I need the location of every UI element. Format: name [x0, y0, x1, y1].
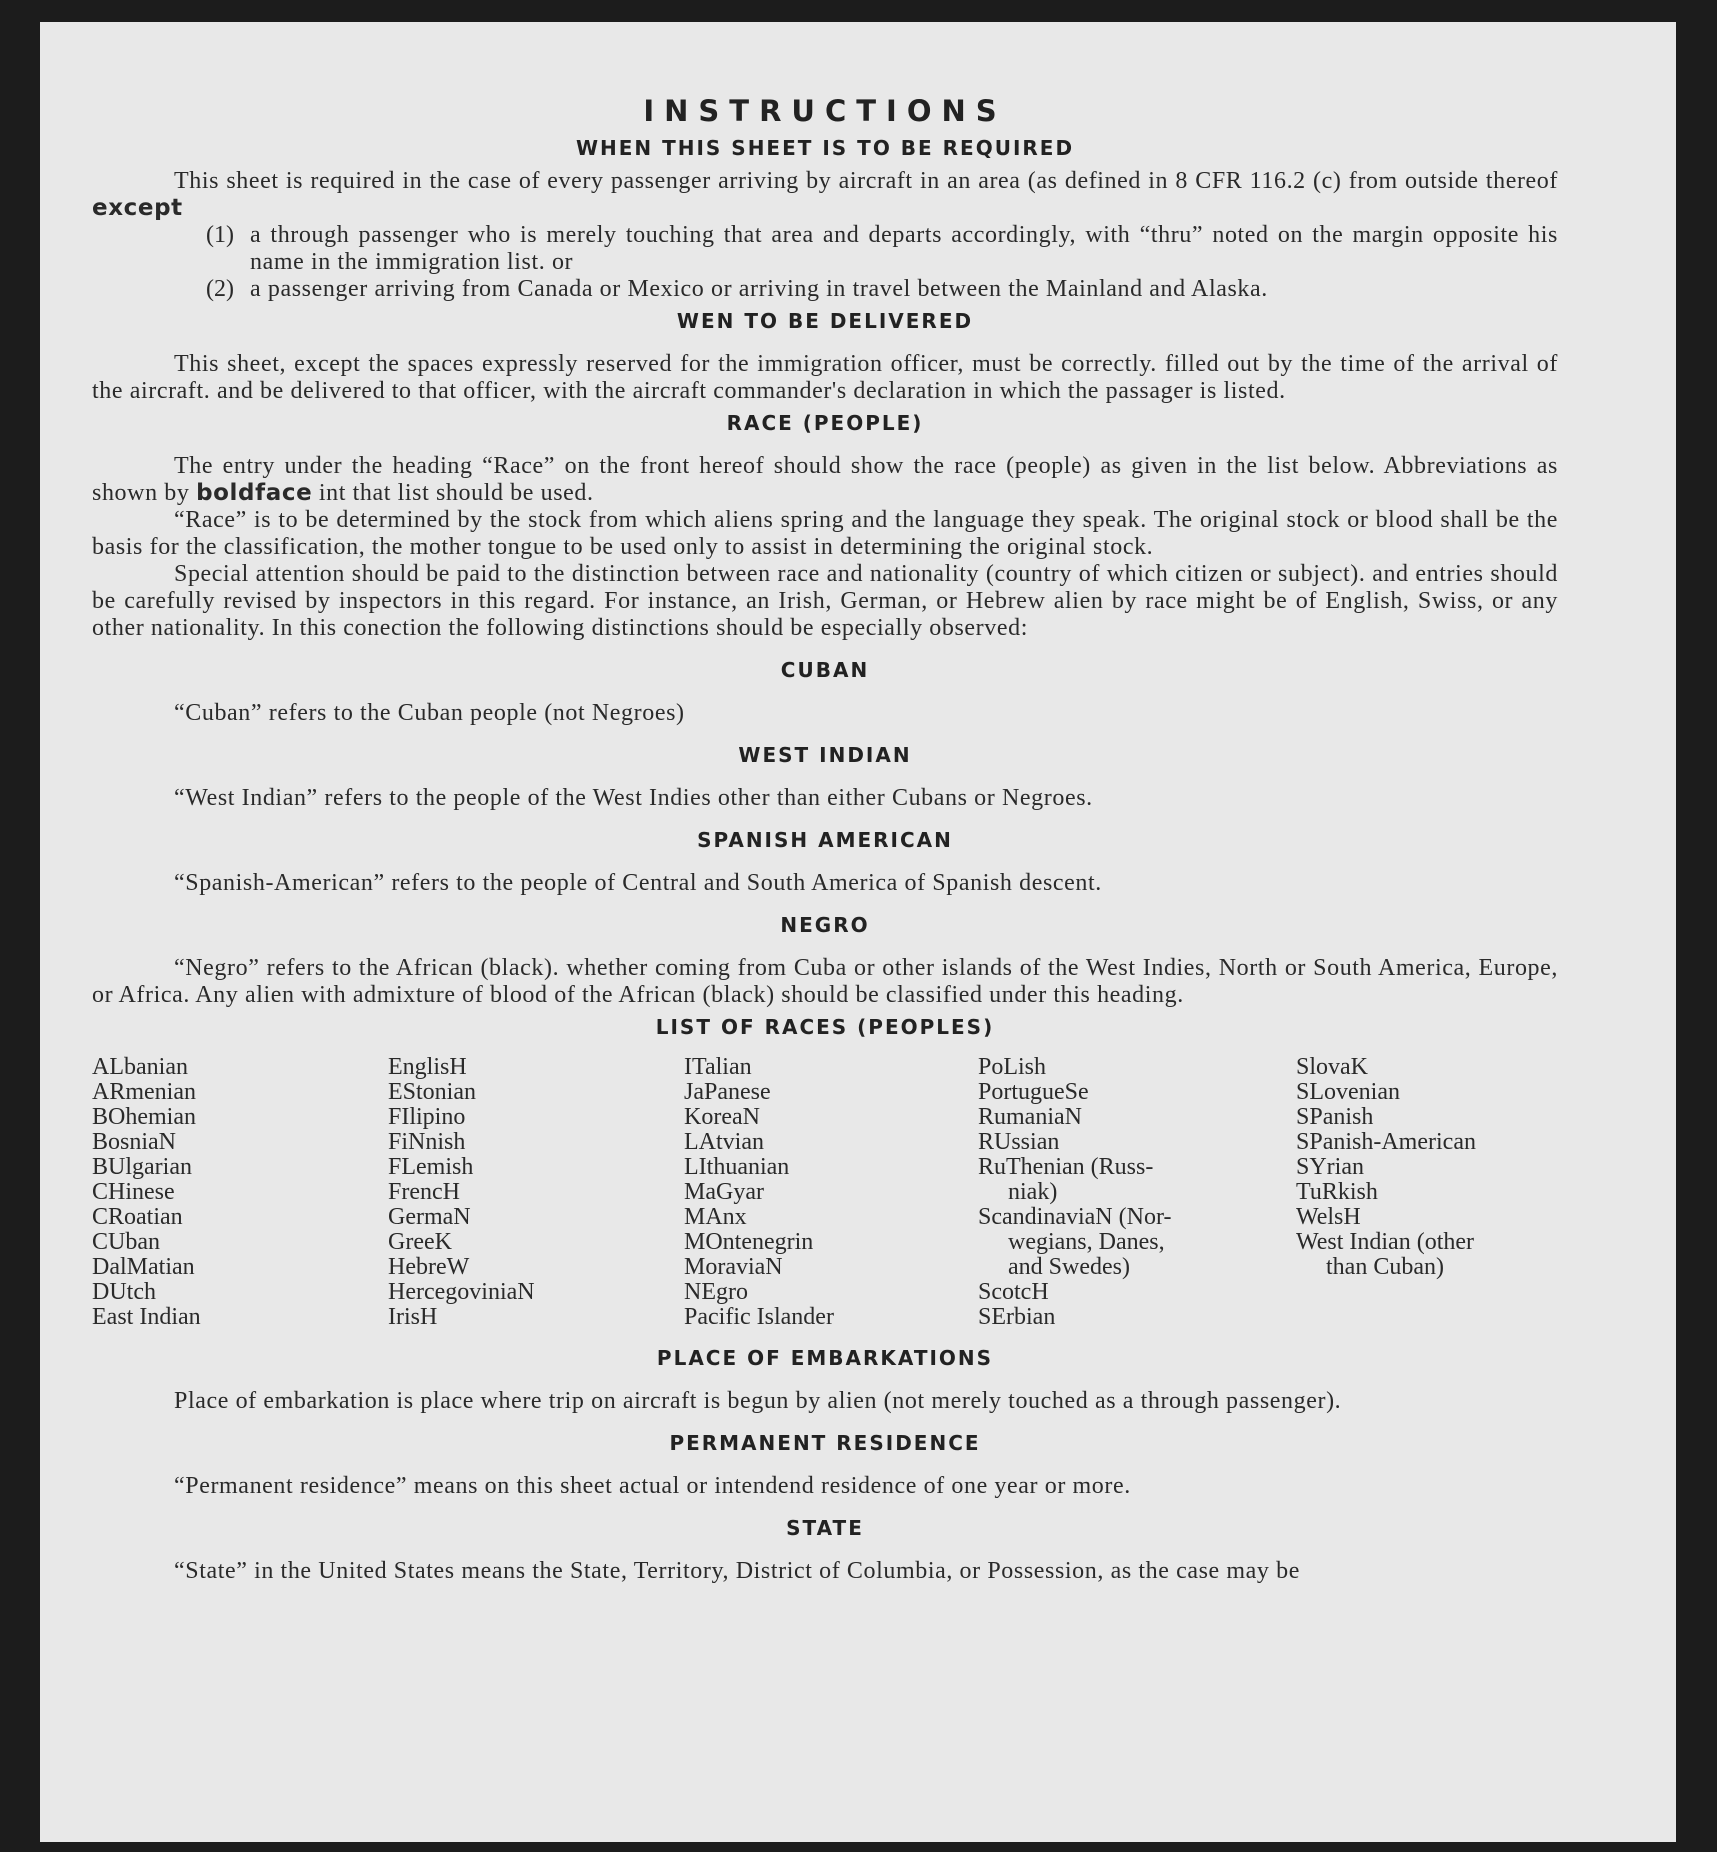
heading-list-of-races: LIST OF RACES (PEOPLES)	[655, 1015, 995, 1039]
race-entry: PoLish	[978, 1054, 1047, 1080]
race-entry: ITalian	[684, 1054, 752, 1080]
heading-west-indian: WEST INDIAN	[738, 743, 912, 767]
race-entry: FrencH	[388, 1179, 460, 1205]
race-entry: SlovaK	[1296, 1054, 1368, 1080]
heading-when-required: WHEN THIS SHEET IS TO BE REQUIRED	[575, 136, 1075, 160]
race-entry: SLovenian	[1296, 1079, 1400, 1105]
race-column-3	[684, 1055, 978, 1330]
page-title: INSTRUCTIONS	[643, 94, 1007, 128]
instruction-sheet	[40, 22, 1676, 1842]
race-entry: FIlipino	[388, 1104, 466, 1130]
race-entry: East Indian	[92, 1304, 201, 1330]
race-entry: HebreW	[388, 1254, 470, 1280]
race-entry: HercegoviniaN	[388, 1279, 535, 1305]
race-entry: SYrian	[1296, 1154, 1364, 1180]
race-entry: DUtch	[92, 1279, 156, 1305]
heading-permanent-residence: PERMANENT RESIDENCE	[669, 1431, 981, 1455]
when-required-intro: This sheet is required in the case of every passenger arriving by aircraft in an area (as defined in 8 CFR 116.2 (c) from outside thereof except	[92, 168, 1558, 221]
race-entry: wegians, Danes,	[1008, 1229, 1165, 1255]
race-entry: MOntenegrin	[684, 1229, 814, 1255]
heading-negro: NEGRO	[780, 913, 870, 937]
race-entry: GermaN	[388, 1204, 471, 1230]
race-entry: Pacific Islander	[684, 1304, 834, 1330]
race-entry: ScandinaviaN (Nor-	[978, 1204, 1172, 1230]
exception-item-2: (2) a passenger arriving from Canada or Mexico or arriving in travel between the Mainland and Alaska.	[206, 276, 1268, 302]
race-entry: and Swedes)	[1008, 1254, 1130, 1280]
race-paragraph-1: The entry under the heading “Race” on the front hereof should show the race (people) as given in the list below. Abbreviations as shown by boldface int that list should be used.	[92, 453, 1558, 506]
race-entry: SPanish-American	[1296, 1129, 1476, 1155]
race-entry: TuRkish	[1296, 1179, 1378, 1205]
heading-cuban: CUBAN	[780, 658, 870, 682]
race-entry: EnglisH	[388, 1054, 467, 1080]
race-entry: MaGyar	[684, 1179, 764, 1205]
race-entry: CUban	[92, 1229, 160, 1255]
race-entry: BOhemian	[92, 1104, 196, 1130]
race-entry: SPanish	[1296, 1104, 1374, 1130]
race-paragraph-2: “Race” is to be determined by the stock from which aliens spring and the language they speak. The original stock or blood shall be the basis for the classification, the mother tongue to be used only to assist in determining the original stock.	[92, 507, 1558, 560]
race-entry: CHinese	[92, 1179, 175, 1205]
race-entry: RuThenian (Russ-	[978, 1154, 1154, 1180]
when-delivered-text: This sheet, except the spaces expressly reserved for the immigration officer, must be correctly. filled out by the time of the arrival of the aircraft. and be delivered to that officer, with the aircraft commander's declaration in which the passager is listed.	[92, 351, 1558, 404]
race-entry: JaPanese	[684, 1079, 771, 1105]
race-entry: SErbian	[978, 1304, 1056, 1330]
race-entry: LIthuanian	[684, 1154, 790, 1180]
race-entry: niak)	[1008, 1179, 1058, 1205]
race-entry: PortugueSe	[978, 1079, 1089, 1105]
race-entry: West Indian (other	[1296, 1229, 1475, 1255]
except-bold: except	[92, 195, 183, 221]
boldface-word: boldface	[196, 480, 313, 506]
race-paragraph-3: Special attention should be paid to the distinction between race and nationality (country of which citizen or subject). and entries should be carefully revised by inspectors in this regard. For instance, an Irish, German, or Hebrew alien by race might be of English, Swiss, or any other nationality. In this conection the following distinctions should be especially observed:	[92, 561, 1558, 641]
race-entry: EStonian	[388, 1079, 476, 1105]
race-entry: LAtvian	[684, 1129, 764, 1155]
race-entry: BUlgarian	[92, 1154, 192, 1180]
race-entry: MAnx	[684, 1204, 747, 1230]
race-entry: GreeK	[388, 1229, 452, 1255]
race-entry: RumaniaN	[978, 1104, 1082, 1130]
negro-text: “Negro” refers to the African (black). whether coming from Cuba or other islands of the West Indies, North or South America, Europe, or Africa. Any alien with admixture of blood of the African (black) should be classified under this heading.	[92, 955, 1558, 1008]
race-entry: than Cuban)	[1326, 1254, 1444, 1280]
race-entry: NEgro	[684, 1279, 748, 1305]
heading-race: RACE (PEOPLE)	[726, 411, 924, 435]
race-column-5	[1296, 1055, 1536, 1330]
race-entry: MoraviaN	[684, 1254, 783, 1280]
race-entry: FiNnish	[388, 1129, 466, 1155]
race-entry: WelsH	[1296, 1204, 1361, 1230]
race-entry: ScotcH	[978, 1279, 1049, 1305]
heading-spanish-american: SPANISH AMERICAN	[697, 828, 953, 852]
heading-state: STATE	[786, 1516, 864, 1540]
race-entry: DalMatian	[92, 1254, 195, 1280]
embarkation-text: Place of embarkation is place where trip on aircraft is begun by alien (not merely touched as a through passenger).	[174, 1388, 1342, 1414]
race-entry: IrisH	[388, 1304, 438, 1330]
cuban-text: “Cuban” refers to the Cuban people (not Negroes)	[174, 700, 685, 726]
heading-embarkation: PLACE OF EMBARKATIONS	[656, 1346, 994, 1370]
race-list	[92, 1055, 1558, 1330]
race-column-4	[978, 1055, 1296, 1330]
race-entry: ARmenian	[92, 1079, 196, 1105]
race-entry: RUssian	[978, 1129, 1060, 1155]
race-entry: BosniaN	[92, 1129, 176, 1155]
exception-item-1: (1) a through passenger who is merely touching that area and departs accordingly, with “thru” noted on the margin opposite his name in the immigration list. or	[206, 222, 1558, 275]
state-text: “State” in the United States means the State, Territory, District of Columbia, or Possession, as the case may be	[174, 1558, 1300, 1584]
race-column-1	[92, 1055, 388, 1330]
west-indian-text: “West Indian” refers to the people of the West Indies other than either Cubans or Negroes.	[174, 785, 1093, 811]
race-column-2	[388, 1055, 684, 1330]
race-entry: KoreaN	[684, 1104, 760, 1130]
heading-when-delivered: WEN TO BE DELIVERED	[676, 309, 974, 333]
spanish-american-text: “Spanish-American” refers to the people of Central and South America of Spanish descent.	[174, 870, 1102, 896]
race-entry: CRoatian	[92, 1204, 183, 1230]
race-entry: FLemish	[388, 1154, 474, 1180]
permanent-residence-text: “Permanent residence” means on this sheet actual or intendend residence of one year or more.	[174, 1473, 1131, 1499]
race-entry: ALbanian	[92, 1054, 188, 1080]
